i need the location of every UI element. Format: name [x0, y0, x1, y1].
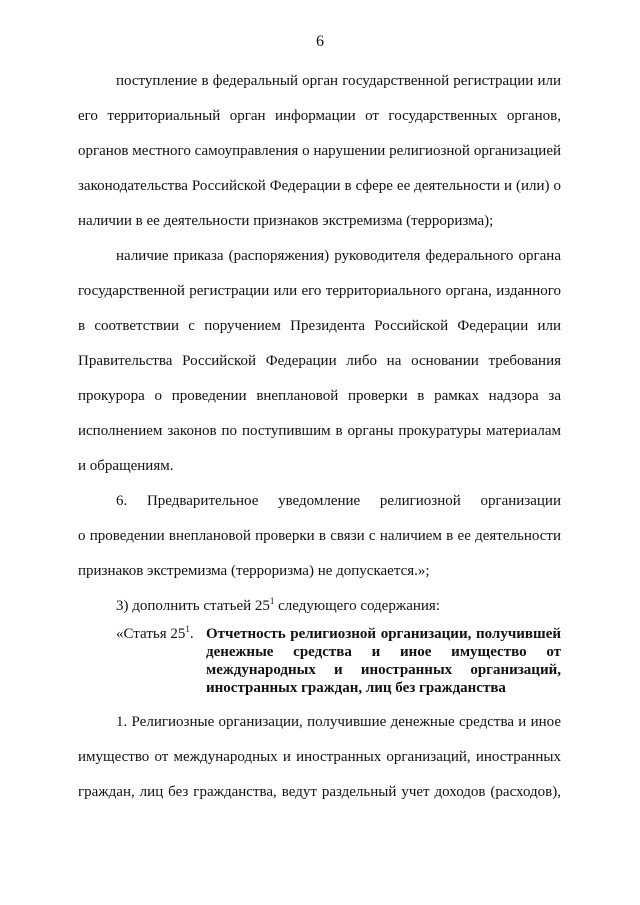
text-line: признаков экстремизма (терроризма) не допускается.»; — [78, 563, 430, 579]
amendment-text-start: 3) дополнить статьей 25 — [116, 598, 270, 614]
article-title-line: международных и иностранных организаций, — [206, 662, 561, 678]
article-title-line: иностранных граждан, лиц без гражданства — [206, 680, 506, 696]
article-label-dot: . — [189, 626, 194, 642]
text-line: о проведении внеплановой проверки в связи с наличием в ее деятельности — [78, 528, 561, 544]
text-line: наличии в ее деятельности признаков экстремизма (терроризма); — [78, 213, 494, 229]
text-line: поступление в федеральный орган государственной регистрации или — [116, 73, 561, 89]
amendment-text-end: следующего содержания: — [274, 598, 440, 614]
text-line: прокурора о проведении внеплановой проверки в рамках надзора за — [78, 388, 561, 404]
article-label-superscript: 1 — [185, 624, 190, 634]
text-line: законодательства Российской Федерации в сфере ее деятельности и (или) о — [78, 178, 561, 194]
text-line: 6. Предварительное уведомление религиозной организации — [116, 493, 561, 509]
text-line: граждан, лиц без гражданства, ведут раздельный учет доходов (расходов), — [78, 784, 561, 800]
article-title-line: Отчетность религиозной организации, получившей — [206, 626, 561, 642]
page-number: 6 — [316, 33, 324, 50]
article-label — [116, 625, 194, 643]
text-line: в соответствии с поручением Президента Российской Федерации или — [78, 318, 561, 334]
article-title-line: денежные средства и иное имущество от — [206, 644, 561, 660]
text-line: Правительства Российской Федерации либо на основании требования — [78, 353, 561, 369]
text-line: наличие приказа (распоряжения) руководителя федерального органа — [116, 248, 561, 264]
text-line: 1. Религиозные организации, получившие денежные средства и иное — [116, 714, 561, 730]
text-line: его территориальный орган информации от государственных органов, — [78, 108, 561, 124]
text-line: и обращениям. — [78, 458, 174, 474]
text-line: государственной регистрации или его территориального органа, изданного — [78, 283, 561, 299]
text-line: органов местного самоуправления о нарушении религиозной организацией — [78, 143, 561, 159]
text-line: имущество от международных и иностранных организаций, иностранных — [78, 749, 561, 765]
article-label-text: «Статья 25 — [116, 626, 186, 642]
amendment-superscript: 1 — [269, 596, 275, 606]
text-line: исполнением законов по поступившим в органы прокуратуры материалам — [78, 423, 561, 439]
amendment-line — [116, 597, 440, 615]
